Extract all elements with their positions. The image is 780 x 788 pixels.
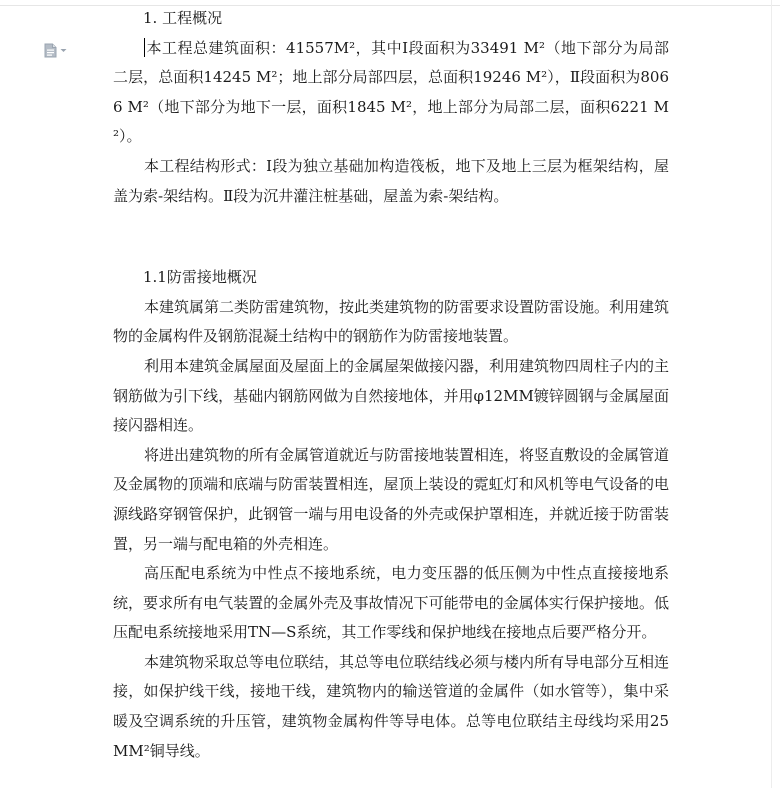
paragraph-air-terminal[interactable]: 利用本建筑金属屋面及屋面上的金属屋架做接闪器，利用建筑物四周柱子内的主钢筋做为引下线，基础内钢筋网做为自然接地体，并用φ12MM镀锌圆钢与金属屋面接闪器相连。 [113,356,670,435]
paragraph-equipotential-bonding[interactable]: 本建筑物采取总等电位联结，其总等电位联结线必须与楼内所有导电部分互相连接，如保护线干线，接地干线，建筑物内的输送管道的金属件（如水管等），集中采暖及空调系统的升压管，建筑物金属构件等导电体。总等电位联结主母线均采用25MM²铜导线。 [113,652,670,760]
heading-project-overview: 1. 工程概况 [143,9,223,27]
paragraph-building-area[interactable] [113,34,669,152]
document-icon [44,43,57,58]
document-page[interactable] [113,4,669,766]
heading-lightning-grounding: 1.1防雷接地概况 [143,268,257,287]
page-right-border [771,0,772,788]
paragraph-power-grounding[interactable]: 高压配电系统为中性点不接地系统，电力变压器的低压侧为中性点直接接地系统，要求所有电气装置的金属外壳及事故情况下可能带电的金属体实行保护接地。低压配电系统接地采用TN—S系统，其工作零线和保护地线在接地点后要严格分开。 [113,564,669,642]
dropdown-arrow-icon [60,48,67,53]
document-outline-button[interactable] [44,43,67,58]
paragraph-lightning-class[interactable]: 本建筑属第二类防雷建筑物，按此类建筑物的防雷要求设置防雷设施。利用建筑物的金属构件及钢筋混凝土结构中的钢筋作为防雷接地装置。 [113,297,670,346]
text-cursor [144,38,145,57]
paragraph-building-area-text: 本工程总建筑面积：41557M²，其中Ⅰ段面积为33491 M²（地下部分为局部二层，总面积14245 M²；地上部分局部四层，总面积19246 M²），Ⅱ段面积为8066 M²（地下部分为地下一层，面积1845 M²，地上部分为局部二层，面积6221 M²）。 [113,38,669,146]
paragraph-structure-form[interactable]: 本工程结构形式：Ⅰ段为独立基础加构造筏板，地下及地上三层为框架结构，屋盖为索-架结构。Ⅱ段为沉井灌注桩基础，屋盖为索-架结构。 [113,156,669,205]
paragraph-metal-pipes[interactable]: 将进出建筑物的所有金属管道就近与防雷接地装置相连，将竖直敷设的金属管道及金属物的顶端和底端与防雷装置相连，屋顶上装设的霓虹灯和风机等电气设备的电源线路穿钢管保护，此钢管一端与用电设备的外壳或保护罩相连，并就近接于防雷装置，另一端与配电箱的外壳相连。 [113,445,670,553]
blank-line [113,211,669,263]
